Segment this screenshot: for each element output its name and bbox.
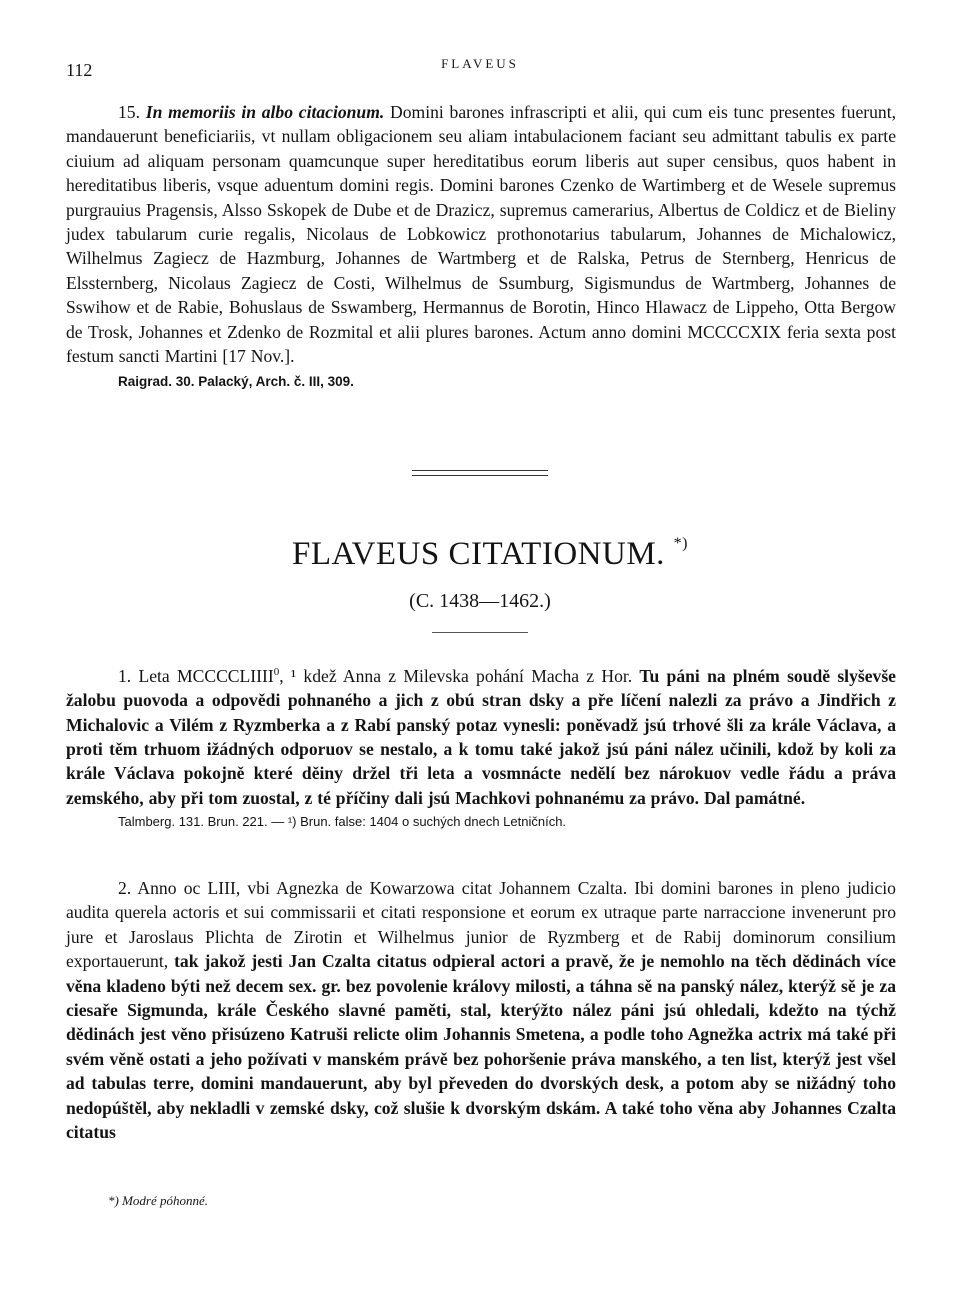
section-title xyxy=(0,536,960,573)
entry-1-source: Talmberg. 131. Brun. 221. — ¹) Brun. false: 1404 o suchých dnech Letničních. xyxy=(118,814,567,830)
entry-15-heading: In memoriis in albo citacionum. xyxy=(145,102,385,122)
running-head: FLAVEUS xyxy=(441,56,519,71)
entry-2-text-plain: Anno oc LIII, vbi Agnezka de Kowarzowa citat Johannem Czalta. Ibi domini barones in pleno judicio audita querela actoris et sui commissarii et citati responsione et eorum ex utraque parte narraccione invenerunt pro jure et Jaroslaus Plichta de Zirotin et Wilhelmus junior de Ryzmberg et de Rabij dominorum consilium exportauerunt, xyxy=(66,878,896,972)
footnote: *) Modré póhonné. xyxy=(108,1193,209,1208)
section-subtitle: (C. 1438—1462.) xyxy=(409,590,551,612)
section-title-text: FLAVEUS CITATIONUM. xyxy=(291,536,665,572)
entry-15-text: Domini barones infrascripti et alii, qui cum eis tunc presentes fuerunt, mandauerunt beneficiariis, vt nullam obligacionem seu aliam intabulacionem faciant seu admittant tabulis ex parte ciuium ad aliquam personam quamcunque super hereditatibus eorum liberis aut super censibus, quos habent in hereditatibus liberis, vsque aduentum domini regis. Domini barones Czenko de Wartimberg et de Wesele supremus purgrauius Pragensis, Alsso Sskopek de Dube et de Drazicz, supremus camerarius, Albertus de Coldicz et de Bieliny judex tabularum curie regalis, Nicolaus de Lobkowicz prothonotarius tabularum, Johannes de Michalowicz, Wilhelmus Zagiecz de Hazmburg, Johannes de Wartmberg et de Ralska, Petrus de Sternberg, Henricus de Elssternberg, Nicolaus Zagiecz de Costi, Wilhelmus de Ssumburg, Sigismundus de Wartmberg, Johannes de Sswihow et de Rabie, Bohuslaus de Sswamberg, Hermannus de Borotin, Hinco Hlawacz de Lippeho, Otta Bergow de Trosk, Johannes et Zdenko de Rozmital et alii plures barones. Actum anno domini MCCCCXIX feria sexta post festum sancti Martini [17 Nov.]. xyxy=(66,102,896,367)
entry-1-text-bold: Tu páni na plném soudě slyševše žalobu puovoda a odpovědi pohnaného a jich z obú stran dsky a pře líčení nalezli za právo a Jindřich z Michalovic a Vilém z Ryzmberka a z Rabí panský potaz vynesli: poněvadž jsú trhové šli za krále Václava, a proti těm trhuom ižádných odporuov se nestalo, a k tomu také jakož jsú páni nález učinili, kdož by koli za krále Václava pokojně které děiny držel tři leta a vosmnácte nedělí bez nárokuov vedle řádu a práva zemského, aby při tom zuostal, z té příčiny dali jsú Machkovi pohnanému za právo. Dal památné. xyxy=(66,665,896,808)
entry-15-source: Raigrad. 30. Palacký, Arch. č. III, 309. xyxy=(118,374,354,390)
section-separator-double xyxy=(412,470,548,476)
entry-1-lead-sup: 0 xyxy=(273,666,280,678)
entry-1 xyxy=(66,660,896,832)
entry-2-paragraph xyxy=(66,876,896,1144)
page-number: 112 xyxy=(66,60,93,80)
entry-15-number: 15. xyxy=(118,102,140,122)
section-separator-single xyxy=(432,632,528,633)
entry-1-lead: Leta MCCCCLIIII xyxy=(138,665,274,686)
entry-15-paragraph xyxy=(66,100,896,368)
entry-1-number: 1. xyxy=(118,665,132,686)
entry-2-number: 2. xyxy=(118,878,132,898)
entry-1-note-mark: , ¹ xyxy=(279,665,297,686)
entry-15 xyxy=(66,100,896,392)
entry-2 xyxy=(66,876,896,1144)
entry-1-paragraph xyxy=(66,660,896,810)
entry-1-text-plain: kdež Anna z Milevska pohání Macha z Hor. xyxy=(303,665,633,686)
entry-2-text-bold: tak jakož jesti Jan Czalta citatus odpieral actori a pravě, že je nemohlo na těch dědinách více věna kladeno býti než decem sex. gr. bez povolenie královy milosti, a táhna sě na panský nález, kterýž sě je za ciesaře Sigmunda, krále Českého slavné paměti, stal, kterýžto nález páni jsú ohledali, kdežto na týchž dědinách jest věno přisúzeno Katruši relicte olim Johannis Smetena, a podle toho Agnežka actrix má také při svém věně ostati a jeho požívati v manském právě bez pohoršenie práva manského, a ten list, kterýž jest všel ad tabulas terre, domini mandauerunt, aby byl převeden do dvorských desk, a potom aby se nižádný toho nedopúštěl, aby nekladli v zemské dsky, což slušie k dvorským dskám. A také toho věna aby Johannes Czalta citatus xyxy=(66,951,896,1143)
section-title-note-mark: *) xyxy=(673,535,688,552)
